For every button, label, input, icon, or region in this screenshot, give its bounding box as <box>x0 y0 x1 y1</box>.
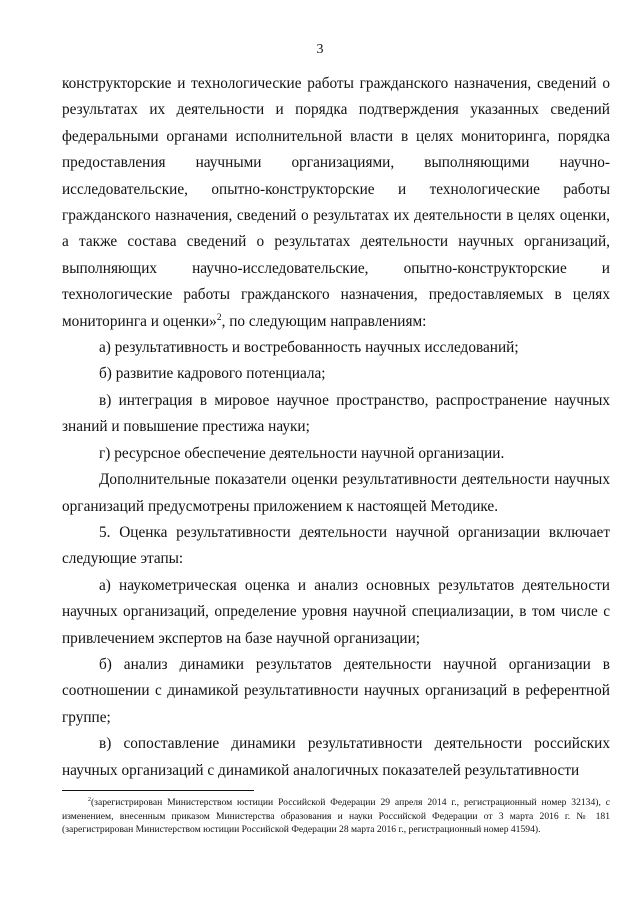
list-item-a-stage: а) наукометрическая оценка и анализ основных результатов деятельности научных организаций, определение уровня научной специализации, в том числе с привлечением экспертов на базе научной организации; <box>62 576 610 647</box>
paragraph-continuation <box>62 71 610 335</box>
footnote-mark: 2 <box>88 796 91 803</box>
list-item-g-direction: г) ресурсное обеспечение деятельности научной организации. <box>99 444 505 462</box>
list-item-v-direction: в) интеграция в мировое научное пространство, распространение научных знаний и повышение престижа науки; <box>62 391 610 436</box>
page-number: 3 <box>316 42 324 57</box>
footnote-text: (зарегистрирован Министерством юстиции Российской Федерации 29 апреля 2014 г., регистрационный номер 32134), с изменением, внесенным приказом Министерства образования и науки Российской Федерации от 3 марта 2016 г. № 181 (зарегистрирован Министерством юстиции Российской Федерации 28 марта 2016 г., регистрационный номер 41594). <box>62 797 610 835</box>
footnote-divider <box>62 790 254 791</box>
list-item-b-direction: б) развитие кадрового потенциала; <box>99 365 326 383</box>
list-item-b-stage: б) анализ динамики результатов деятельности научной организации в соотношении с динамикой результативности научных организаций в референтной группе; <box>62 655 610 726</box>
paragraph-tail: , по следующим направлениям: <box>221 312 427 330</box>
body-text <box>62 71 610 784</box>
paragraph-additional-indicators: Дополнительные показатели оценки результативности деятельности научных организаций предусмотрены приложением к настоящей Методике. <box>62 471 610 515</box>
footnote-reference: 2 <box>216 312 222 323</box>
paragraph-item-5: 5. Оценка результативности деятельности научной организации включает следующие этапы: <box>62 523 610 568</box>
list-item-v-stage: в) сопоставление динамики результативности деятельности российских научных организаций с динамикой аналогичных показателей результативности <box>62 735 610 779</box>
footnote <box>62 796 610 837</box>
list-item-a-direction: а) результативность и востребованность научных исследований; <box>99 339 519 357</box>
paragraph-text: конструкторские и технологические работы гражданского назначения, сведений о результатах их деятельности и порядка подтверждения указанных сведений федеральными органами исполнительной власти в целях мониторинга, порядка предоставления научными организациями, выполняющими научно-исследовательские, опытно-конструкторские и технологические работы гражданского назначения, сведений о результатах их деятельности в целях оценки, а также состава сведений о результатах деятельности научных организаций, выполняющих научно-исследовательские, опытно-конструкторские и технологические работы гражданского назначения, предоставляемых в целях мониторинга и оценки» <box>62 75 610 330</box>
